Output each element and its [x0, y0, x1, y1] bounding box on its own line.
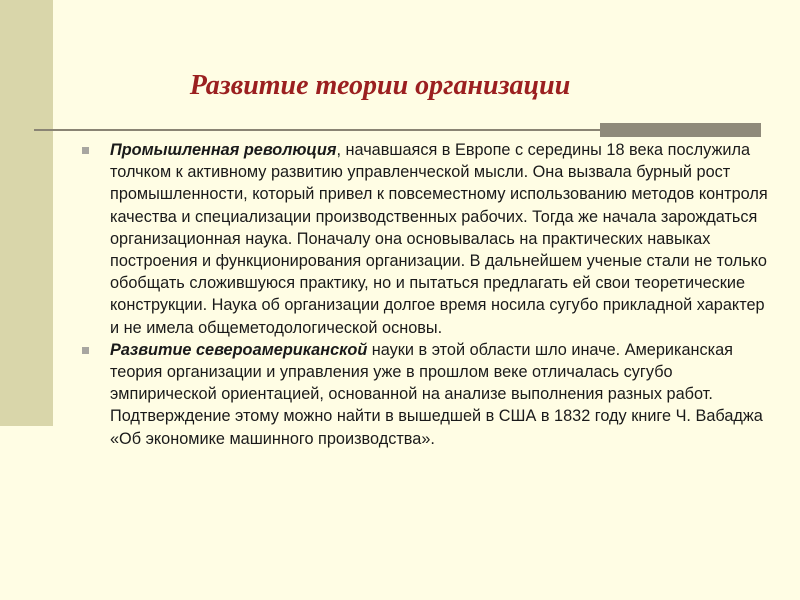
left-decorative-bar — [0, 0, 53, 426]
square-bullet-icon — [82, 147, 89, 154]
bullet-lead-text: Промышленная революция — [110, 141, 337, 159]
bullet-item-north-american-science — [82, 339, 772, 450]
bullet-body-text: науки в этой области шло иначе. Американская теория организации и управления уже в прошлом веке отличалась сугубо эмпирической ориентацией, основанной на анализе выполнения разных работ. Подтверждение этому можно найти в вышедшей в США в 1832 году книге Ч. Вабаджа «Об экономике машинного производства». — [110, 340, 763, 448]
title-underline — [34, 129, 600, 131]
bullet-body-text: , начавшаяся в Европе с середины 18 века послужила толчком к активному развитию управленческой мысли. Она вызвала бурный рост промышленности, который привел к повсеместному использованию методов контроля качества и специализации производственных рабочих. Тогда же начала зарождаться организационная наука. Поначалу она основывалась на практических навыках построения и функционирования организации. В дальнейшем ученые стали не только обобщать сложившуюся практику, но и пытаться предлагать ей свои теоретические конструкции. Наука об организации долгое время носила сугубо прикладной характер и не имела общеметодологической основы. — [110, 141, 768, 337]
bullet-item-industrial-revolution — [82, 139, 772, 339]
title-accent-block — [600, 123, 761, 137]
bullet-lead-text: Развитие североамериканской — [110, 340, 368, 359]
slide-body — [82, 139, 772, 450]
slide-title: Развитие теории организации — [189, 70, 571, 101]
square-bullet-icon — [82, 347, 89, 354]
